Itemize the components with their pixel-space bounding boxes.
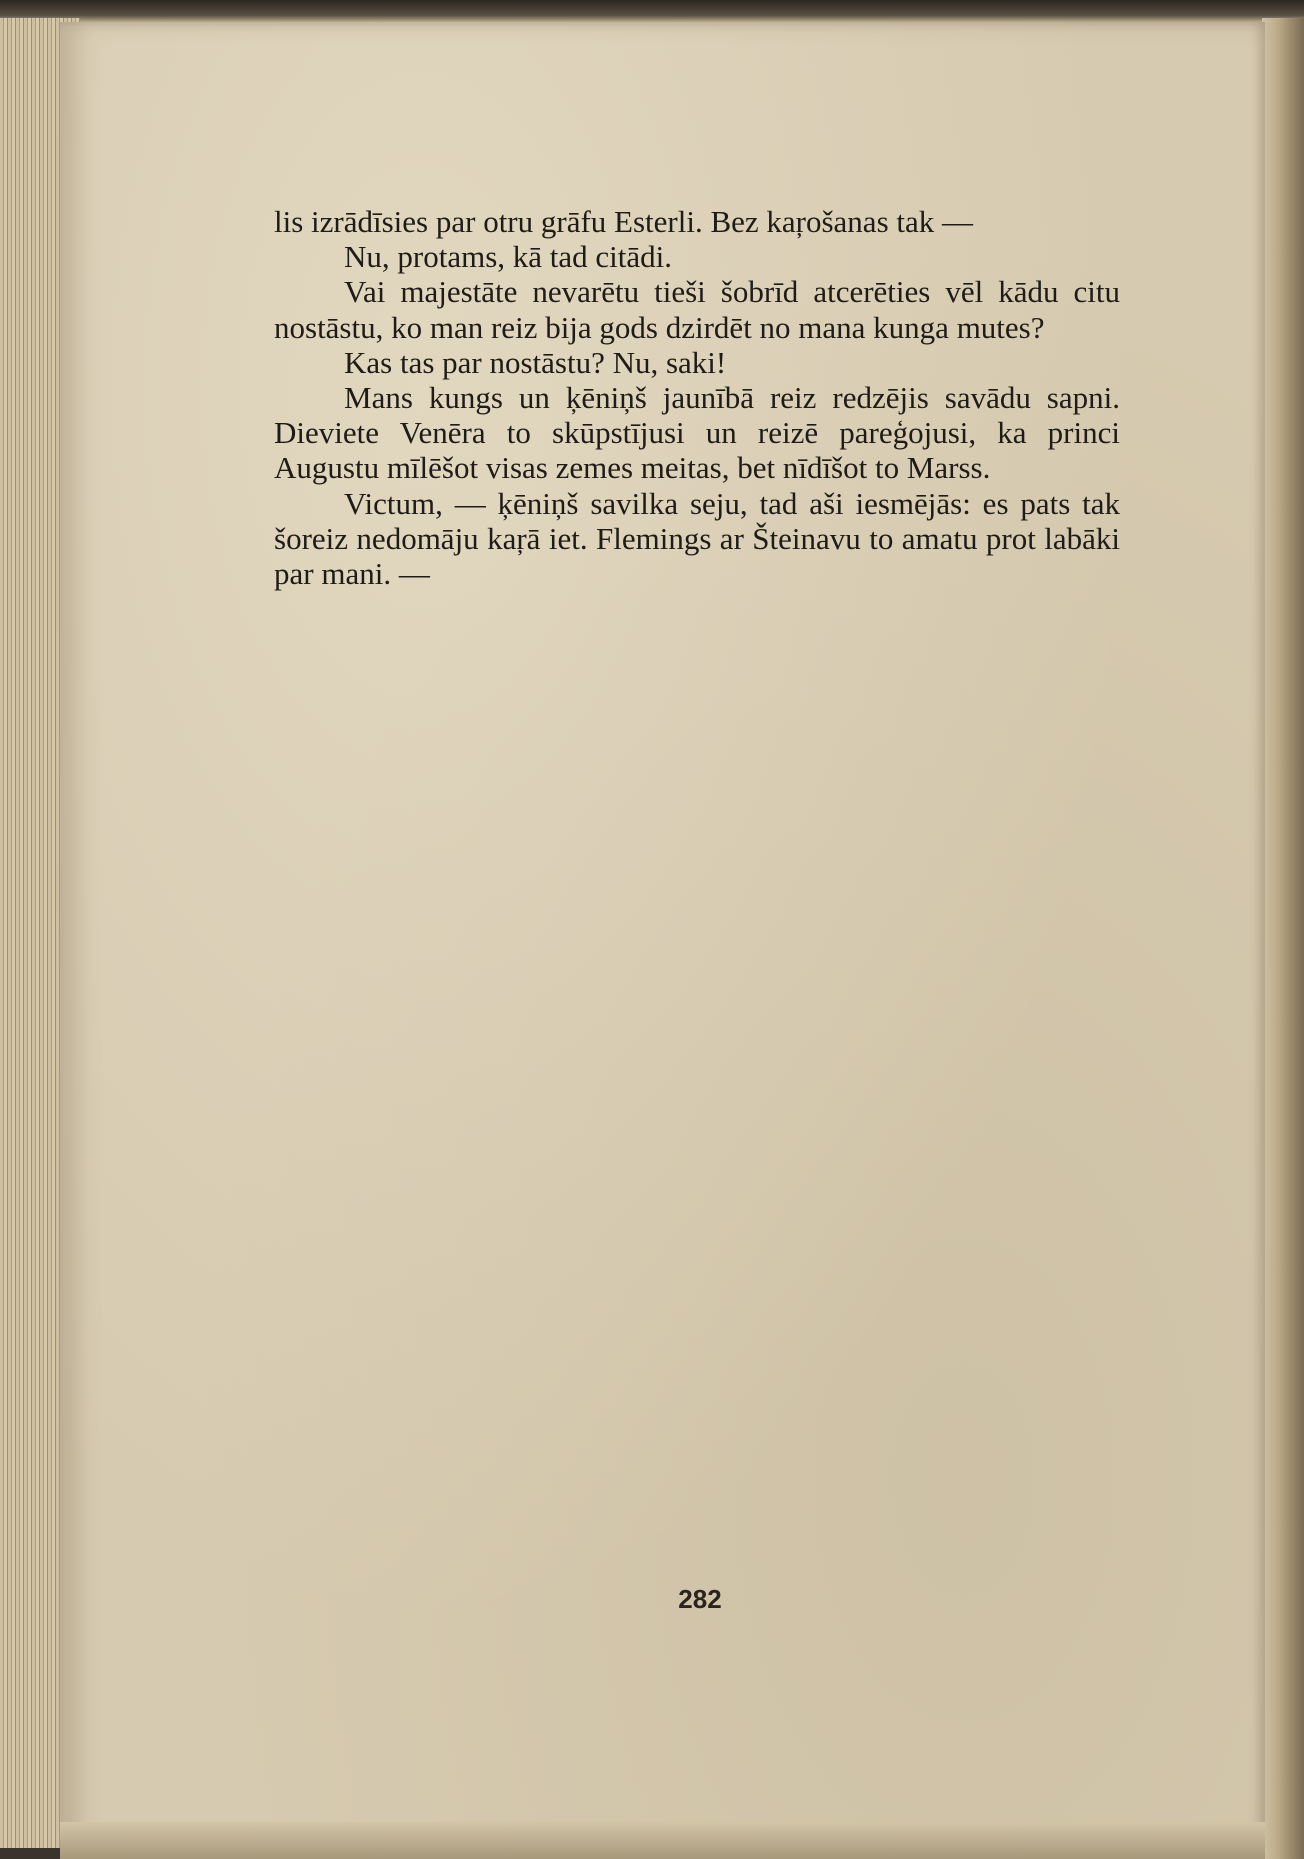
binding-edge (1262, 18, 1304, 1859)
paragraph-3: Vai majestāte nevarētu tieši šobrīd atcerēties vēl kādu citu nostāstu, ko man reiz bija gods dzirdēt no mana kunga mutes? (274, 274, 1120, 345)
page-number: 282 (678, 1584, 722, 1614)
paragraph-1: lis izrādīsies par otru grāfu Esterli. Bez kaŗošanas tak — (274, 204, 973, 239)
paragraph-2: Nu, protams, kā tad citādi. (344, 239, 672, 275)
paragraph-6: Victum, — ķēniņš savilka seju, tad aši iesmējās: es pats tak šoreiz nedomāju kaŗā iet. Flemings ar Šteinavu to amatu prot labāki par mani. — (274, 485, 1120, 592)
paragraph-4: Kas tas par nostāstu? Nu, saki! (344, 344, 727, 380)
book-bottom-edge (60, 1822, 1265, 1859)
book-top-edge (0, 0, 1304, 22)
body-text (274, 204, 1120, 591)
paragraph-5: Mans kungs un ķēniņš jaunībā reiz redzējis savādu sapni. Dieviete Venēra to skūpstījusi un reizē pareģojusi, ka princi Augustu mīlēšot visas zemes meitas, bet nīdīšot to Marss. (274, 380, 1120, 486)
